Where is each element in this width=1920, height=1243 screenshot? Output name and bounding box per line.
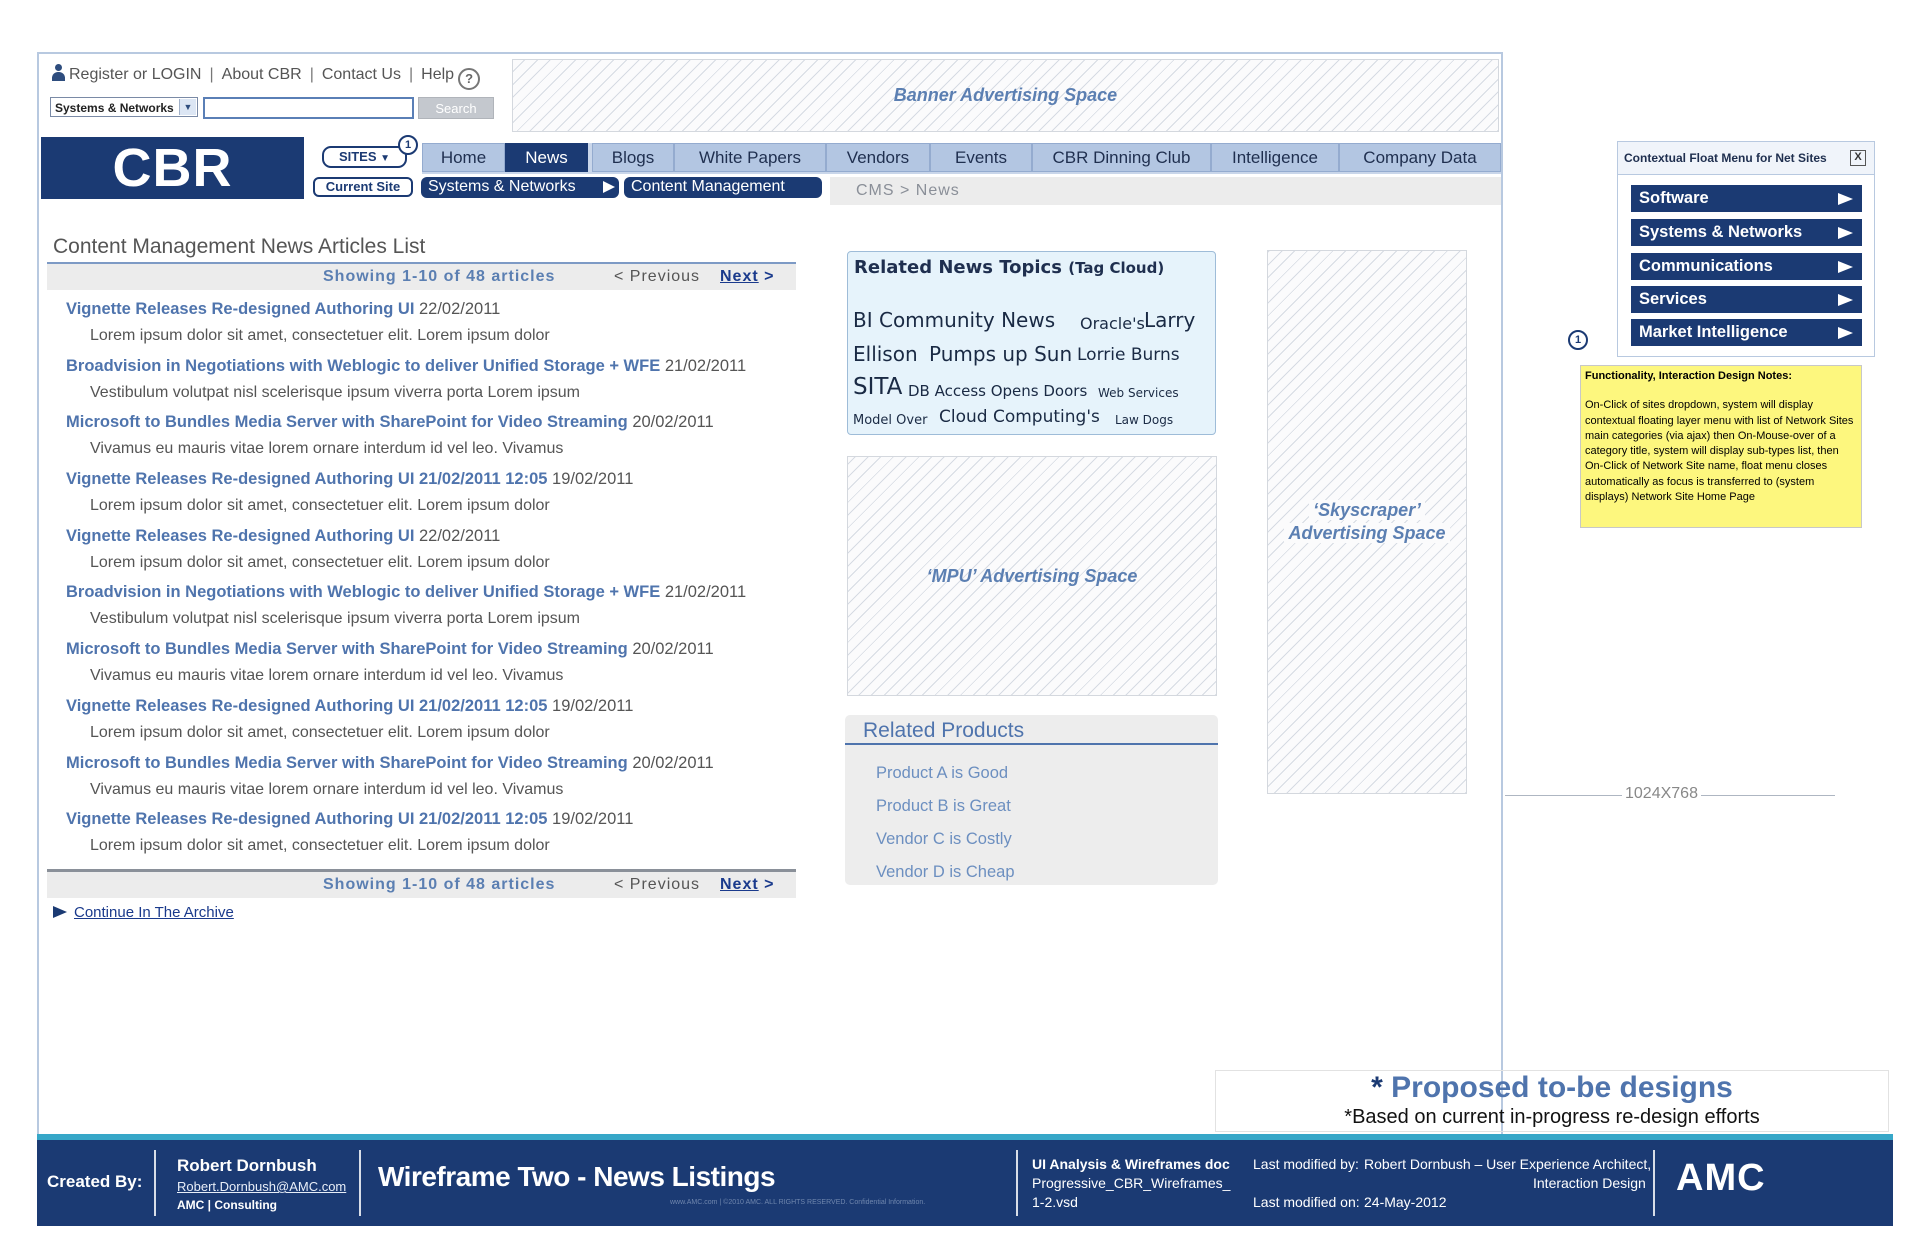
article-date: 21/02/2011 [664, 357, 747, 375]
pager-bottom [47, 869, 796, 898]
last-modified-on-label: Last modified on: [1253, 1194, 1360, 1210]
related-product-link[interactable]: Product B is Great [876, 797, 1011, 815]
tag-link[interactable]: Ellison [853, 342, 918, 366]
banner-ad-space [512, 59, 1499, 132]
footer-small-print: www.AMC.com | ©2010 AMC. ALL RIGHTS RESERVED. Confidential Information. [670, 1199, 926, 1206]
related-product-link[interactable]: Vendor C is Costly [876, 830, 1012, 848]
tag-link[interactable]: Model Over [853, 413, 928, 428]
top-links: Register or LOGIN | About CBR | Contact Us | Help ? [52, 64, 480, 90]
article-title-text[interactable]: Microsoft to Bundles Media Server with SharePoint for Video Streaming [66, 413, 628, 431]
article-title[interactable] [66, 754, 806, 773]
next-link-label: Next [720, 876, 759, 893]
tab-white-papers[interactable]: White Papers [674, 143, 826, 172]
mpu-ad-label: ‘MPU’ Advertising Space [926, 565, 1138, 586]
annotation-badge: 1 [398, 135, 418, 155]
list-item [66, 357, 806, 402]
design-notes-title: Functionality, Interaction Design Notes: [1585, 370, 1792, 382]
article-title[interactable] [66, 357, 806, 376]
tab-home[interactable]: Home [422, 143, 505, 172]
article-title[interactable] [66, 640, 806, 659]
search-input[interactable] [203, 97, 414, 119]
site-select[interactable] [50, 97, 198, 117]
tag-link[interactable]: Lorrie Burns [1077, 345, 1180, 365]
close-icon[interactable]: X [1850, 150, 1866, 166]
tab-cbr-dinning-club[interactable]: CBR Dinning Club [1032, 143, 1211, 172]
mpu-ad-space [847, 456, 1217, 696]
tab-company-data[interactable]: Company Data [1339, 143, 1501, 172]
design-notes-body: On-Click of sites dropdown, system will display contextual floating layer menu with list of Network Sites main categories (via ajax) then On-Mouse-over of a category title, system will display sub-types list, then On-Click of Network Site name, float menu closes automatically as focus is transferred to (system displays) Network Site Home Page [1585, 399, 1854, 504]
skyscraper-ad-label [1268, 499, 1466, 545]
amc-logo: AMC [1676, 1157, 1766, 1199]
pager-top [47, 262, 796, 290]
next-arrow: > [764, 876, 775, 893]
footer-divider [154, 1150, 156, 1216]
float-menu-item-software[interactable] [1631, 185, 1862, 212]
float-menu-title: Contextual Float Menu for Net Sites [1618, 142, 1874, 175]
last-modified-on: 24-May-2012 [1364, 1194, 1447, 1210]
float-menu-item-systems-networks[interactable] [1631, 219, 1862, 246]
wireframe-title: Wireframe Two - News Listings [378, 1161, 776, 1192]
proposed-title-text: Proposed to-be designs [1391, 1071, 1733, 1104]
previous-link[interactable]: < Previous [614, 876, 701, 893]
archive-link[interactable] [53, 904, 234, 921]
list-item [66, 527, 806, 572]
doc-file-line2: 1-2.vsd [1032, 1194, 1078, 1210]
arrow-right-icon [1838, 261, 1853, 273]
results-count: Showing 1-10 of 48 articles [323, 268, 556, 285]
tag-cloud [847, 251, 1216, 435]
article-date: 19/02/2011 [552, 697, 634, 715]
article-title-text[interactable]: Broadvision in Negotiations with Weblogic to deliver Unified Storage + WFE [66, 357, 661, 375]
arrow-right-icon [1838, 227, 1853, 239]
article-title-text[interactable]: Vignette Releases Re-designed Authoring UI 21/02/2011 12:05 [66, 470, 548, 488]
arrow-right-icon [1838, 327, 1853, 339]
article-title-text[interactable]: Microsoft to Bundles Media Server with SharePoint for Video Streaming [66, 754, 628, 772]
list-item [66, 810, 806, 855]
archive-link-label[interactable]: Continue In The Archive [74, 904, 234, 921]
list-item [66, 583, 806, 628]
list-item [66, 300, 806, 345]
subnav-site[interactable] [421, 177, 619, 198]
proposed-title [1216, 1071, 1888, 1105]
article-title-text[interactable]: Vignette Releases Re-designed Authoring UI [66, 527, 415, 545]
article-summary: Vestibulum volutpat nisl scelerisque ipsum viverra porta Lorem ipsum [90, 384, 580, 401]
article-date: 20/02/2011 [632, 640, 714, 658]
article-summary: Lorem ipsum dolor sit amet, consectetuer elit. Lorem ipsum dolor [90, 724, 550, 741]
article-title-text[interactable]: Broadvision in Negotiations with Weblogic to deliver Unified Storage + WFE [66, 583, 661, 601]
tag-link[interactable]: Law Dogs [1115, 413, 1174, 427]
subnav-section[interactable]: Content Management [624, 177, 822, 198]
last-modified-by-label: Last modified by: [1253, 1156, 1359, 1172]
float-menu-item-label: Software [1639, 189, 1709, 207]
site-select-value: Systems & Networks [55, 101, 174, 115]
tab-intelligence[interactable]: Intelligence [1211, 143, 1339, 172]
contact-link[interactable]: Contact Us [321, 66, 401, 83]
register-login-link[interactable]: Register or LOGIN [69, 66, 202, 83]
skyscraper-ad-space [1267, 250, 1467, 794]
article-summary: Lorem ipsum dolor sit amet, consectetuer elit. Lorem ipsum dolor [90, 554, 550, 571]
article-title-text[interactable]: Microsoft to Bundles Media Server with SharePoint for Video Streaming [66, 640, 628, 658]
arrow-right-icon [1838, 193, 1853, 205]
article-summary: Lorem ipsum dolor sit amet, consectetuer elit. Lorem ipsum dolor [90, 497, 550, 514]
tag-link[interactable]: SITA [853, 374, 903, 400]
article-summary: Vivamus eu mauris vitae lorem ornare interdum id vel leo. Vivamus [90, 667, 564, 684]
proposed-subtitle: *Based on current in-progress re-design efforts [1344, 1106, 1760, 1128]
company-name: AMC | Consulting [177, 1198, 278, 1212]
breadcrumb: CMS > News [856, 182, 960, 199]
tab-events[interactable]: Events [930, 143, 1032, 172]
next-link[interactable] [720, 268, 774, 286]
subnav-site-label: Systems & Networks [428, 178, 576, 195]
last-modified-by-role: Interaction Design [1533, 1175, 1646, 1191]
article-title-text[interactable]: Vignette Releases Re-designed Authoring UI 21/02/2011 12:05 [66, 810, 548, 828]
article-title[interactable] [66, 527, 806, 546]
article-title-text[interactable]: Vignette Releases Re-designed Authoring UI 21/02/2011 12:05 [66, 697, 548, 715]
article-date: 22/02/2011 [419, 300, 501, 318]
list-item [66, 754, 806, 799]
skyscraper-label-line2: Advertising Space [1284, 523, 1449, 543]
last-modified-by: Robert Dornbush – User Experience Architect, [1364, 1156, 1652, 1172]
chevron-down-icon[interactable]: ▼ [179, 99, 196, 115]
tag-cloud-title [854, 257, 1164, 278]
arrow-right-icon [53, 906, 67, 918]
float-menu-item-label: Systems & Networks [1639, 223, 1803, 241]
article-title[interactable] [66, 413, 806, 432]
list-item [66, 640, 806, 685]
float-menu-item-market-intelligence[interactable] [1631, 319, 1862, 346]
float-menu-item-communications[interactable] [1631, 253, 1862, 280]
resolution-label: 1024X768 [1622, 785, 1701, 803]
footer-divider [1653, 1150, 1655, 1216]
article-summary: Vivamus eu mauris vitae lorem ornare interdum id vel leo. Vivamus [90, 781, 564, 798]
doc-title: UI Analysis & Wireframes doc [1032, 1156, 1230, 1172]
author-name: Robert Dornbush [177, 1156, 317, 1175]
article-date: 21/02/2011 [664, 583, 747, 601]
article-date: 20/02/2011 [632, 754, 714, 772]
created-by-label: Created By: [47, 1172, 143, 1191]
skyscraper-label-line1: ‘Skyscraper’ [1309, 500, 1425, 520]
arrow-right-icon [1838, 294, 1853, 306]
tag-link[interactable]: BI Community News [853, 308, 1056, 332]
arrow-right-icon [603, 181, 615, 193]
sites-dropdown-label: SITES [338, 149, 377, 164]
footer-divider [1016, 1150, 1018, 1216]
float-menu-item-label: Market Intelligence [1639, 323, 1788, 341]
page-title: Content Management News Articles List [53, 235, 426, 258]
related-products-title: Related Products [845, 715, 1218, 745]
current-site-button[interactable]: Current Site [313, 177, 413, 197]
article-title[interactable] [66, 583, 806, 602]
previous-link[interactable]: < Previous [614, 268, 701, 285]
article-date: 20/02/2011 [632, 413, 714, 431]
article-date: 19/02/2011 [552, 810, 634, 828]
article-date: 19/02/2011 [552, 470, 634, 488]
article-title-text[interactable]: Vignette Releases Re-designed Authoring UI [66, 300, 415, 318]
list-item [66, 413, 806, 458]
related-product-link[interactable]: Product A is Good [876, 764, 1009, 782]
tag-link[interactable]: Oracle's [1080, 314, 1145, 333]
contextual-float-menu [1617, 141, 1875, 357]
related-product-link[interactable]: Vendor D is Cheap [876, 863, 1015, 881]
tag-link[interactable]: Larry [1144, 308, 1196, 332]
footer-divider [359, 1150, 361, 1216]
design-notes [1580, 365, 1862, 528]
tag-cloud-heading: Related News Topics [854, 257, 1062, 278]
article-summary: Lorem ipsum dolor sit amet, consectetuer elit. Lorem ipsum dolor [90, 837, 550, 854]
float-menu-item-services[interactable] [1631, 286, 1862, 313]
article-summary: Vestibulum volutpat nisl scelerisque ipsum viverra porta Lorem ipsum [90, 610, 580, 627]
tag-link[interactable]: DB Access Opens Doors [908, 382, 1088, 400]
footer [37, 1140, 1893, 1226]
next-link[interactable] [720, 876, 774, 894]
article-title[interactable] [66, 470, 806, 489]
search-button[interactable]: Search [418, 97, 494, 119]
tab-news[interactable]: News [505, 143, 588, 172]
article-summary: Vivamus eu mauris vitae lorem ornare interdum id vel leo. Vivamus [90, 440, 564, 457]
next-arrow: > [764, 268, 775, 285]
help-icon[interactable]: ? [458, 68, 480, 90]
float-menu-item-label: Services [1639, 290, 1707, 308]
article-title[interactable] [66, 810, 806, 829]
float-menu-item-label: Communications [1639, 257, 1773, 275]
tag-link[interactable]: Pumps up Sun [929, 342, 1073, 366]
article-summary: Lorem ipsum dolor sit amet, consectetuer elit. Lorem ipsum dolor [90, 327, 550, 344]
tag-cloud-subtitle: (Tag Cloud) [1068, 259, 1165, 277]
article-title[interactable] [66, 697, 806, 716]
proposed-star: * [1371, 1071, 1383, 1104]
proposed-designs-note [1215, 1070, 1889, 1132]
doc-file-line1: Progressive_CBR_Wireframes_ [1032, 1175, 1231, 1191]
list-item [66, 470, 806, 515]
banner-ad-label: Banner Advertising Space [893, 85, 1118, 105]
caret-down-icon: ▼ [380, 153, 391, 164]
author-email-link[interactable]: Robert.Dornbush@AMC.com [177, 1179, 347, 1194]
tab-blogs[interactable]: Blogs [592, 143, 674, 172]
list-item [66, 697, 806, 742]
help-link[interactable]: Help [421, 66, 455, 83]
annotation-badge: 1 [1568, 330, 1588, 350]
article-title[interactable] [66, 300, 806, 319]
related-products [845, 715, 1218, 885]
tab-vendors[interactable]: Vendors [826, 143, 930, 172]
results-count: Showing 1-10 of 48 articles [323, 876, 556, 893]
user-icon [52, 64, 65, 81]
cbr-logo[interactable]: CBR [41, 137, 304, 199]
sites-dropdown[interactable] [322, 146, 407, 168]
next-link-label: Next [720, 268, 759, 285]
tag-link[interactable]: Cloud Computing's [939, 407, 1100, 427]
about-link[interactable]: About CBR [221, 66, 302, 83]
tag-link[interactable]: Web Services [1098, 386, 1179, 400]
article-date: 22/02/2011 [419, 527, 501, 545]
